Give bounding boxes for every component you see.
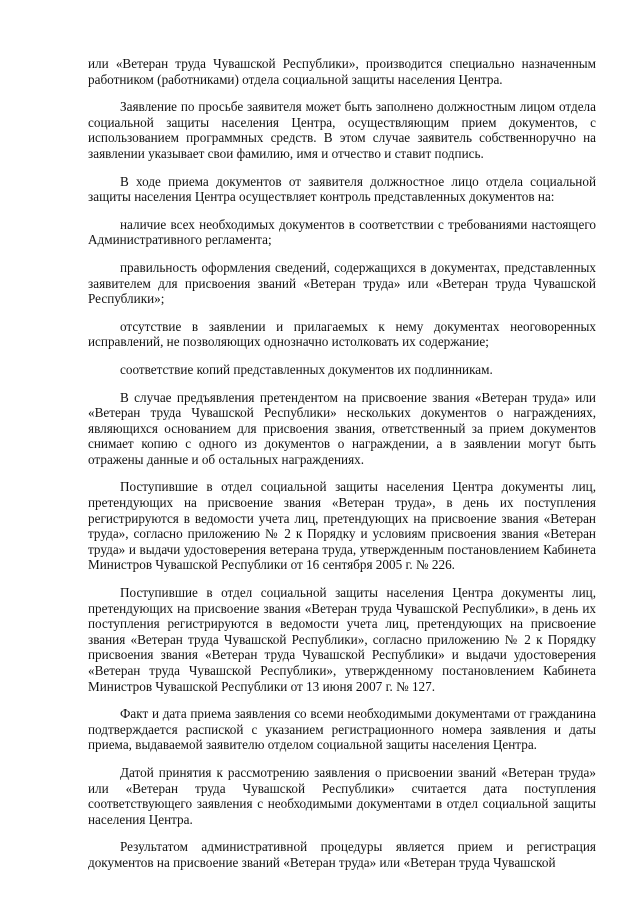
paragraph-control-item-correctness: правильность оформления сведений, содержащихся в документах, представленных заявителем для присвоения званий «Ветеран труда» или «Ветеран труда Чувашской Республики»; (88, 259, 596, 307)
paragraph-control-item-copies: соответствие копий представленных документов их подлинникам. (120, 361, 493, 377)
paragraph-control-item-completeness: наличие всех необходимых документов в соответствии с требованиями настоящего Административного регламента; (88, 216, 596, 248)
paragraph-control-item-no-corrections: отсутствие в заявлении и прилагаемых к нему документах неоговоренных исправлений, не позволяющих однозначно истолковать их содержание; (88, 318, 596, 350)
paragraph-acceptance-date: Датой принятия к рассмотрению заявления о присвоении званий «Ветеран труда» или «Ветеран труда Чувашской Республики» считается дата поступления соответствующего заявления с необходимыми документами в отдел социальной защиты населения Центра. (88, 764, 596, 827)
paragraph-application-filled-by-official: Заявление по просьбе заявителя может быть заполнено должностным лицом отдела социальной защиты населения Центра, осуществляющим прием документов, с использованием программных средств. В этом случае заявитель собственноручно на заявлении указывает свои фамилию, имя и отчество и ставит подпись. (88, 99, 596, 161)
paragraph-receipt-confirmation: Факт и дата приема заявления со всеми необходимыми документами от гражданина подтверждается распиской с указанием регистрационного номера заявления и даты приема, выдаваемой заявителю отделом социальной защиты населения Центра. (88, 706, 596, 753)
paragraph-registration-veteran-labor: Поступившие в отдел социальной защиты населения Центра документы лиц, претендующих на присвоение звания «Ветеран труда», в день их поступления регистрируются в ведомости учета лиц, претендующих на присвоение звания «Ветеран труда», согласно приложению № 2 к Порядку и условиям присвоения звания «Ветеран труда» и выдачи удостоверения ветерана труда, утвержденным постановлением Кабинета Министров Чувашской Республики от 16 сентября 2005 г. № 226. (88, 479, 596, 573)
paragraph-continuation: или «Ветеран труда Чувашской Республики», производится специально назначенным работником (работниками) отдела социальной защиты населения Центра. (88, 56, 596, 87)
paragraph-registration-veteran-chuvash: Поступившие в отдел социальной защиты населения Центра документы лиц, претендующих на присвоение звания «Ветеран труда Чувашской Республики», в день их поступления регистрируются в ведомости учета лиц, претендующих на присвоение звания «Ветеран труда Чувашской Республики», согласно приложению № 2 к Порядку присвоения звания «Ветеран труда Чувашской Республики» и выдачи удостоверения «Ветеран труда Чувашской Республики», утвержденному постановлением Кабинета Министров Чувашской Республики от 13 июня 2007 г. № 127. (88, 585, 596, 694)
paragraph-multiple-awards: В случае предъявления претендентом на присвоение звания «Ветеран труда» или «Ветеран труда Чувашской Республики» нескольких документов о награждениях, являющихся основанием для присвоения звания, ответственный за прием документов снимает копию с одного из документов о награждении, а в заявлении могут быть отражены данные и об остальных награждениях. (88, 389, 596, 467)
paragraph-document-control-intro: В ходе приема документов от заявителя должностное лицо отдела социальной защиты населения Центра осуществляет контроль представленных документов на: (88, 173, 596, 205)
paragraph-procedure-result: Результатом административной процедуры является прием и регистрация документов на присвоение званий «Ветеран труда» или «Ветеран труда Чувашской (88, 839, 596, 870)
